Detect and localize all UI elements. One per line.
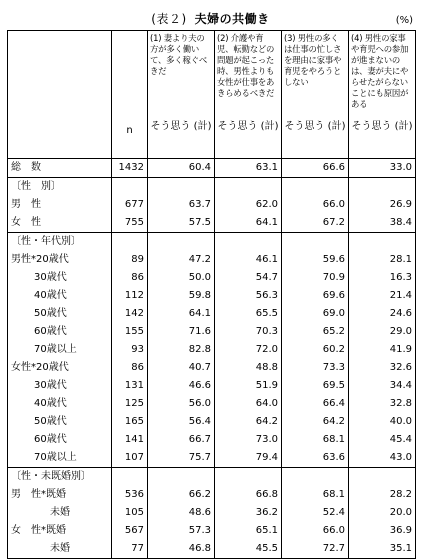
table-row [8,377,416,395]
value-cell-q1: 40.7 [148,359,215,377]
table-row [8,395,416,413]
value-cell-q3: 66.6 [282,159,349,178]
value-cell-q2: 54.7 [215,269,282,287]
n-cell [112,233,148,252]
row-label: 総 数 [8,159,112,178]
table-row [8,305,416,323]
value-cell-q3: 68.1 [282,486,349,504]
row-label: 30歳代 [8,269,112,287]
n-cell: 89 [112,251,148,269]
table-number: (表２) [151,12,187,26]
value-cell-q2 [215,233,282,252]
row-label: 50歳代 [8,305,112,323]
n-cell: 86 [112,359,148,377]
value-cell-q4 [349,468,416,487]
row-label: 40歳代 [8,395,112,413]
value-cell-q3 [282,178,349,197]
n-header: n [112,31,148,159]
value-cell-q4: 28.1 [349,251,416,269]
value-cell-q1: 60.4 [148,159,215,178]
n-cell: 105 [112,504,148,522]
survey-table [7,30,416,559]
n-cell: 155 [112,323,148,341]
value-cell-q3: 59.6 [282,251,349,269]
section-label: 〔性・未既婚別〕 [8,468,112,487]
value-cell-q4: 24.6 [349,305,416,323]
n-cell: 1432 [112,159,148,178]
value-cell-q2: 51.9 [215,377,282,395]
value-cell-q1: 71.6 [148,323,215,341]
n-cell: 567 [112,522,148,540]
section-label: 〔性・年代別〕 [8,233,112,252]
unit-label: (%) [395,15,413,26]
row-label: 男 性*既婚 [8,486,112,504]
row-label: 男性*20歳代 [8,251,112,269]
table-row [8,269,416,287]
n-cell: 677 [112,196,148,214]
n-cell: 755 [112,214,148,233]
value-cell-q1: 46.8 [148,540,215,559]
value-cell-q4: 33.0 [349,159,416,178]
value-cell-q3: 69.0 [282,305,349,323]
table-row [8,522,416,540]
value-cell-q4: 38.4 [349,214,416,233]
table-row [8,504,416,522]
n-cell: 112 [112,287,148,305]
value-cell-q4: 32.8 [349,395,416,413]
row-label: 70歳以上 [8,341,112,359]
value-cell-q1 [148,233,215,252]
table-row [8,413,416,431]
value-cell-q1: 64.1 [148,305,215,323]
question-footer: そう思う (計) [217,121,279,132]
value-cell-q2: 66.8 [215,486,282,504]
value-cell-q4: 20.0 [349,504,416,522]
value-cell-q1: 48.6 [148,504,215,522]
row-label: 50歳代 [8,413,112,431]
row-label: 男 性 [8,196,112,214]
n-cell: 93 [112,341,148,359]
table-title [0,10,421,27]
value-cell-q3 [282,468,349,487]
value-cell-q4: 28.2 [349,486,416,504]
value-cell-q3: 63.6 [282,449,349,468]
value-cell-q4: 29.0 [349,323,416,341]
value-cell-q1: 50.0 [148,269,215,287]
value-cell-q4: 40.0 [349,413,416,431]
value-cell-q2: 64.1 [215,214,282,233]
row-label: 70歳以上 [8,449,112,468]
value-cell-q1: 56.0 [148,395,215,413]
value-cell-q4: 43.0 [349,449,416,468]
value-cell-q1 [148,178,215,197]
question-text: (2) 介護や育児、転勤などの問題が起こった時、男性よりも女性が仕事をあきらめるべきだ [217,33,275,98]
value-cell-q4: 34.4 [349,377,416,395]
value-cell-q1: 63.7 [148,196,215,214]
value-cell-q4: 21.4 [349,287,416,305]
row-label: 30歳代 [8,377,112,395]
value-cell-q1: 47.2 [148,251,215,269]
n-cell: 536 [112,486,148,504]
value-cell-q3: 73.3 [282,359,349,377]
table-row [8,540,416,559]
value-cell-q2: 73.0 [215,431,282,449]
value-cell-q4: 41.9 [349,341,416,359]
value-cell-q2 [215,468,282,487]
table-row [8,449,416,468]
table-row [8,431,416,449]
section-label: 〔性 別〕 [8,178,112,197]
value-cell-q2: 64.0 [215,395,282,413]
value-cell-q1: 57.5 [148,214,215,233]
header-blank-cell [8,31,112,159]
header-row [8,31,416,159]
table-row [8,196,416,214]
value-cell-q1: 46.6 [148,377,215,395]
table-row [8,159,416,178]
value-cell-q3: 65.2 [282,323,349,341]
table-row [8,323,416,341]
value-cell-q2: 62.0 [215,196,282,214]
n-cell: 141 [112,431,148,449]
value-cell-q1: 75.7 [148,449,215,468]
n-cell: 131 [112,377,148,395]
value-cell-q1: 82.8 [148,341,215,359]
value-cell-q3: 66.0 [282,196,349,214]
table-row [8,341,416,359]
value-cell-q3: 66.0 [282,522,349,540]
value-cell-q4: 45.4 [349,431,416,449]
table-row [8,287,416,305]
value-cell-q2: 70.3 [215,323,282,341]
value-cell-q3: 66.4 [282,395,349,413]
value-cell-q2: 64.2 [215,413,282,431]
question-text: (1) 妻より夫の方が多く働いて、多く稼ぐべきだ [150,33,208,76]
value-cell-q3: 72.7 [282,540,349,559]
value-cell-q4: 36.9 [349,522,416,540]
value-cell-q2: 65.5 [215,305,282,323]
value-cell-q4: 32.6 [349,359,416,377]
n-cell: 142 [112,305,148,323]
row-label: 未婚 [8,540,112,559]
value-cell-q2: 56.3 [215,287,282,305]
value-cell-q2: 63.1 [215,159,282,178]
table-row [8,486,416,504]
value-cell-q2 [215,178,282,197]
n-cell: 165 [112,413,148,431]
value-cell-q2: 45.5 [215,540,282,559]
question-header-1 [148,31,215,159]
value-cell-q4: 26.9 [349,196,416,214]
n-cell [112,178,148,197]
n-cell: 77 [112,540,148,559]
n-cell: 125 [112,395,148,413]
value-cell-q3: 67.2 [282,214,349,233]
value-cell-q1: 66.2 [148,486,215,504]
row-label: 女 性 [8,214,112,233]
value-cell-q3: 68.1 [282,431,349,449]
value-cell-q3: 60.2 [282,341,349,359]
value-cell-q2: 48.8 [215,359,282,377]
value-cell-q2: 65.1 [215,522,282,540]
table-row [8,359,416,377]
value-cell-q1: 66.7 [148,431,215,449]
table-row [8,251,416,269]
value-cell-q1 [148,468,215,487]
n-cell: 107 [112,449,148,468]
question-header-4 [349,31,416,159]
value-cell-q1: 56.4 [148,413,215,431]
section-header-row [8,233,416,252]
value-cell-q3: 69.5 [282,377,349,395]
value-cell-q4 [349,233,416,252]
value-cell-q4: 35.1 [349,540,416,559]
value-cell-q3: 69.6 [282,287,349,305]
value-cell-q2: 72.0 [215,341,282,359]
value-cell-q4: 16.3 [349,269,416,287]
table-row [8,214,416,233]
value-cell-q4 [349,178,416,197]
value-cell-q2: 79.4 [215,449,282,468]
row-label: 60歳代 [8,431,112,449]
n-cell: 86 [112,269,148,287]
row-label: 40歳代 [8,287,112,305]
question-text: (4) 男性の家事や育児への参加が進まないのは、妻が夫にやらせたがらないことにも原因がある [351,33,409,109]
value-cell-q3: 64.2 [282,413,349,431]
row-label: 女 性*既婚 [8,522,112,540]
row-label: 女性*20歳代 [8,359,112,377]
value-cell-q2: 36.2 [215,504,282,522]
n-cell [112,468,148,487]
value-cell-q3: 52.4 [282,504,349,522]
question-header-3 [282,31,349,159]
value-cell-q3: 70.9 [282,269,349,287]
row-label: 60歳代 [8,323,112,341]
value-cell-q3 [282,233,349,252]
question-footer: そう思う (計) [351,121,413,132]
value-cell-q1: 59.8 [148,287,215,305]
question-footer: そう思う (計) [150,121,212,132]
question-footer: そう思う (計) [284,121,346,132]
table-title-text: 夫婦の共働き [194,12,270,26]
value-cell-q2: 46.1 [215,251,282,269]
value-cell-q1: 57.3 [148,522,215,540]
row-label: 未婚 [8,504,112,522]
section-header-row [8,178,416,197]
question-header-2 [215,31,282,159]
section-header-row [8,468,416,487]
question-text: (3) 男性の多くは仕事の忙しさを理由に家事や育児をやろうとしない [284,33,342,87]
